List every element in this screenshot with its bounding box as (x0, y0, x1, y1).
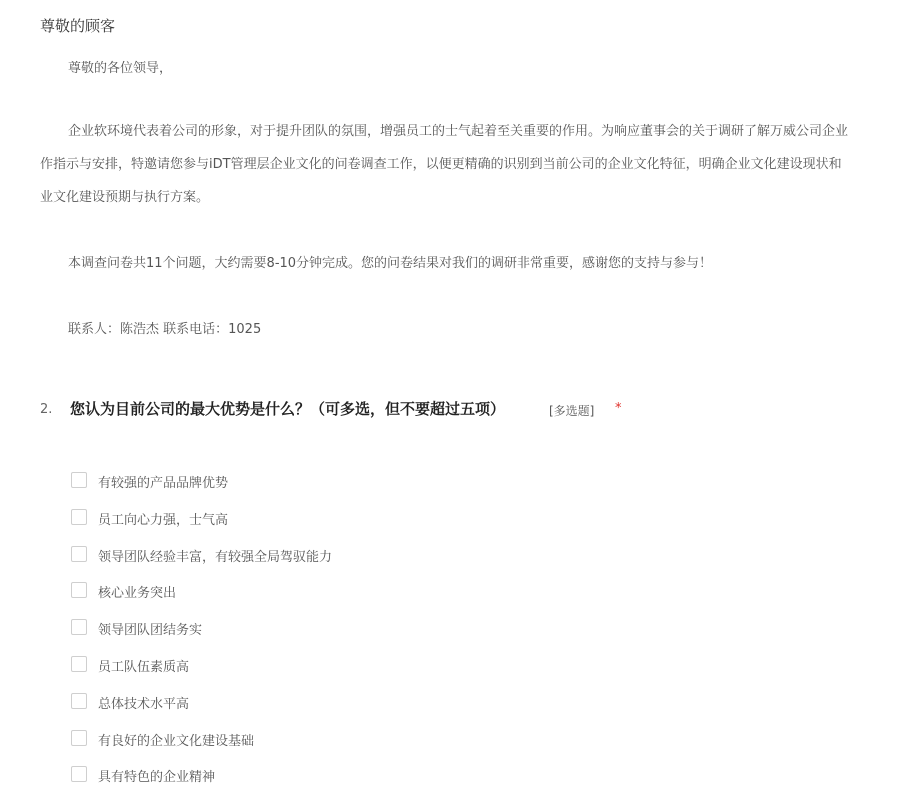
question-type-tag: [多选题] (549, 404, 595, 418)
option-label[interactable]: 员工向心力强，士气高 (98, 513, 229, 528)
option-label[interactable]: 核心业务突出 (98, 586, 177, 601)
intro-contact: 联系人：陈浩杰 联系电话：1025 (68, 322, 262, 337)
option-tech-level[interactable] (70, 691, 670, 715)
option-label[interactable]: 领导团队经验丰富，有较强全局驾驭能力 (98, 550, 333, 565)
checkbox[interactable] (71, 472, 87, 488)
question-number: 2. (40, 402, 53, 417)
option-core-business[interactable] (70, 580, 670, 604)
option-brand-advantage[interactable] (70, 470, 670, 494)
intro-info: 本调查问卷共11个问题，大约需要8-10分钟完成。您的问卷结果对我们的调研非常重要，感谢您的支持与参与！ (68, 256, 713, 271)
option-label[interactable]: 具有特色的企业精神 (98, 770, 216, 785)
checkbox[interactable] (71, 730, 87, 746)
question-title: 您认为目前公司的最大优势是什么？（可多选，但不要超过五项） (70, 400, 506, 418)
checkbox[interactable] (71, 619, 87, 635)
option-label[interactable]: 总体技术水平高 (98, 697, 190, 712)
intro-paragraph-line: 业文化建设预期与执行方案。 (40, 190, 210, 205)
question-2 (40, 398, 900, 424)
survey-header-title: 尊敬的顾客 (40, 17, 116, 35)
intro-paragraph (40, 115, 900, 214)
checkbox[interactable] (71, 693, 87, 709)
option-staff-morale[interactable] (70, 507, 670, 531)
checkbox[interactable] (71, 582, 87, 598)
option-staff-quality[interactable] (70, 654, 670, 678)
intro-paragraph-line: 企业软环境代表着公司的形象，对于提升团队的氛围，增强员工的士气起着至关重要的作用。为响应董事会的关于调研了解万威公司企业 (68, 124, 849, 139)
option-culture-foundation[interactable] (70, 728, 670, 752)
option-label[interactable]: 员工队伍素质高 (98, 660, 190, 675)
checkbox[interactable] (71, 509, 87, 525)
option-experienced-leadership[interactable] (70, 544, 670, 568)
checkbox[interactable] (71, 656, 87, 672)
checkbox[interactable] (71, 546, 87, 562)
option-enterprise-spirit[interactable] (70, 764, 670, 788)
option-united-leadership[interactable] (70, 617, 670, 641)
option-label[interactable]: 领导团队团结务实 (98, 623, 203, 638)
option-label[interactable]: 有良好的企业文化建设基础 (98, 734, 255, 749)
intro-paragraph-line: 作指示与安排，特邀请您参与iDT管理层企业文化的问卷调查工作，以便更精确的识别到当前公司的企业文化特征，明确企业文化建设现状和 (40, 157, 842, 172)
required-mark: * (615, 401, 622, 416)
option-label[interactable]: 有较强的产品品牌优势 (98, 476, 229, 491)
intro-greeting: 尊敬的各位领导， (68, 61, 173, 76)
checkbox[interactable] (71, 766, 87, 782)
